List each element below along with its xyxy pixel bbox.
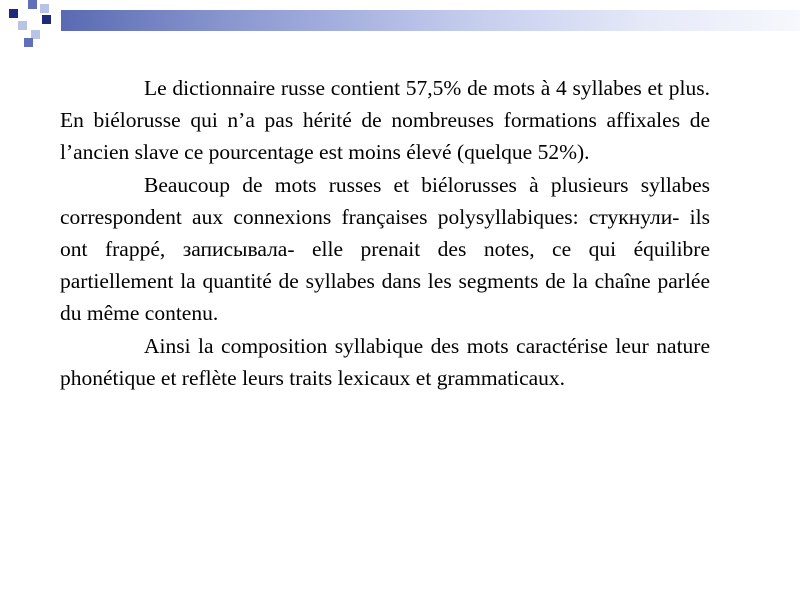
paragraph-conclusion: Ainsi la composition syllabique des mots caractérise leur nature phonétique et reflète leurs traits lexicaux et grammaticaux. xyxy=(60,333,710,390)
decor-square xyxy=(9,9,18,18)
decor-square xyxy=(18,21,27,30)
decor-square xyxy=(24,38,33,47)
slide-body-text xyxy=(60,72,710,394)
paragraph-polysyllabic-examples: Beaucoup de mots russes et biélorusses à plusieurs syllabes correspondent aux connexions françaises polysyllabiques: стукнули- ils ont frappé, записывала- elle prenait des notes, ce qui équilibre partiellement la quantité de syllabes dans les segments de la chaîne parlée du même contenu. xyxy=(60,172,710,326)
decor-square xyxy=(42,15,51,24)
header-decoration-squares xyxy=(0,0,60,50)
decor-square xyxy=(40,4,49,13)
header-gradient-bar xyxy=(61,10,800,31)
paragraph-russian-statistics: Le dictionnaire russe contient 57,5% de mots à 4 syllabes et plus. En biélorusse qui n’a pas hérité de nombreuses formations affixales de l’ancien slave ce pourcentage est moins élevé (quelque 52%). xyxy=(60,76,710,165)
decor-square xyxy=(28,0,37,9)
